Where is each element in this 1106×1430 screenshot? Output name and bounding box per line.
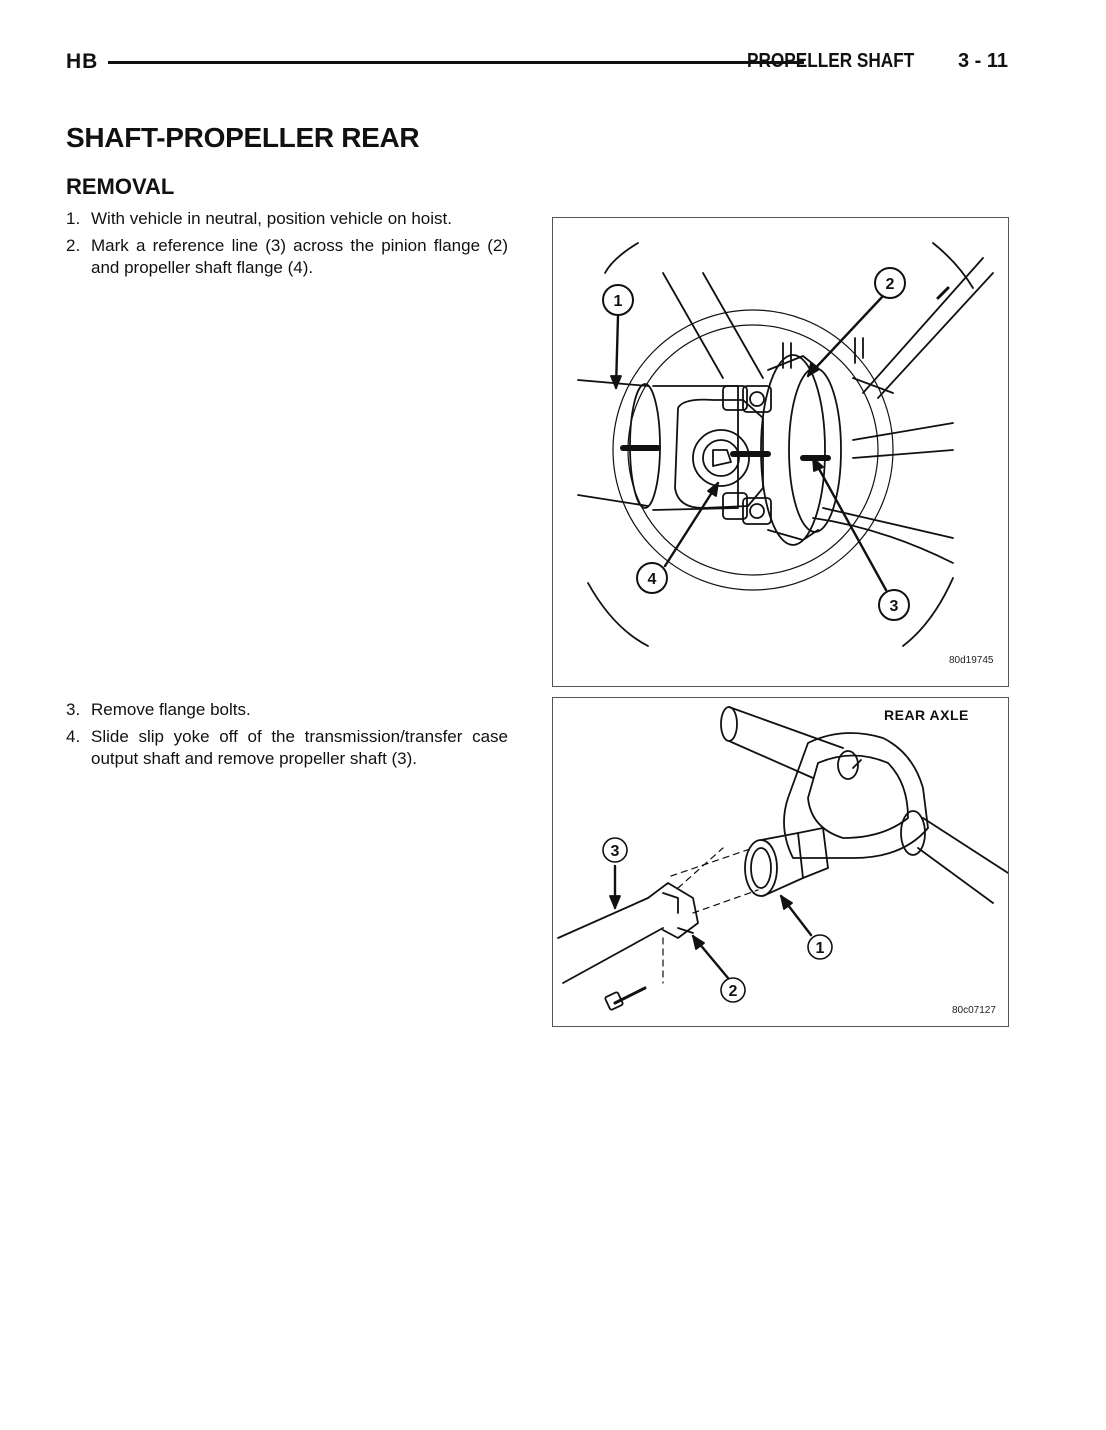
- callout-1: 1: [613, 293, 623, 310]
- header-rule: [108, 61, 804, 64]
- figure-pinion-flange: [552, 217, 1009, 687]
- pinion-flange-illustration: [553, 218, 1008, 686]
- step-item: 3. Remove flange bolts.: [66, 700, 251, 719]
- callout-1: 1: [815, 940, 825, 957]
- figure-id: 80d19745: [949, 655, 994, 666]
- section-heading: REMOVAL: [66, 174, 175, 199]
- callout-4: 4: [647, 571, 657, 588]
- callout-3: 3: [889, 598, 899, 615]
- figure-caption: REAR AXLE: [884, 707, 969, 723]
- step-list-1: [66, 208, 508, 284]
- step-list-2: [66, 699, 508, 775]
- page-title: SHAFT-PROPELLER REAR: [66, 122, 420, 153]
- page-header: [66, 50, 1008, 74]
- section-title: PROPELLER SHAFT: [747, 50, 915, 72]
- manual-code: HB: [66, 50, 99, 73]
- callout-2: 2: [728, 983, 738, 1000]
- step-item: 1. With vehicle in neutral, position vehicle on hoist.: [66, 209, 452, 228]
- figure-rear-axle: [552, 697, 1009, 1027]
- step-item: 4. Slide slip yoke off of the transmission/transfer case output shaft and remove propeller shaft (3).: [66, 727, 508, 768]
- callout-3: 3: [610, 843, 620, 860]
- callout-2: 2: [885, 276, 895, 293]
- rear-axle-illustration: [553, 698, 1008, 1026]
- page-number: 3 - 11: [957, 50, 1008, 72]
- step-item: 2. Mark a reference line (3) across the pinion flange (2) and propeller shaft flange (4).: [66, 236, 508, 277]
- figure-id: 80c07127: [952, 1005, 996, 1016]
